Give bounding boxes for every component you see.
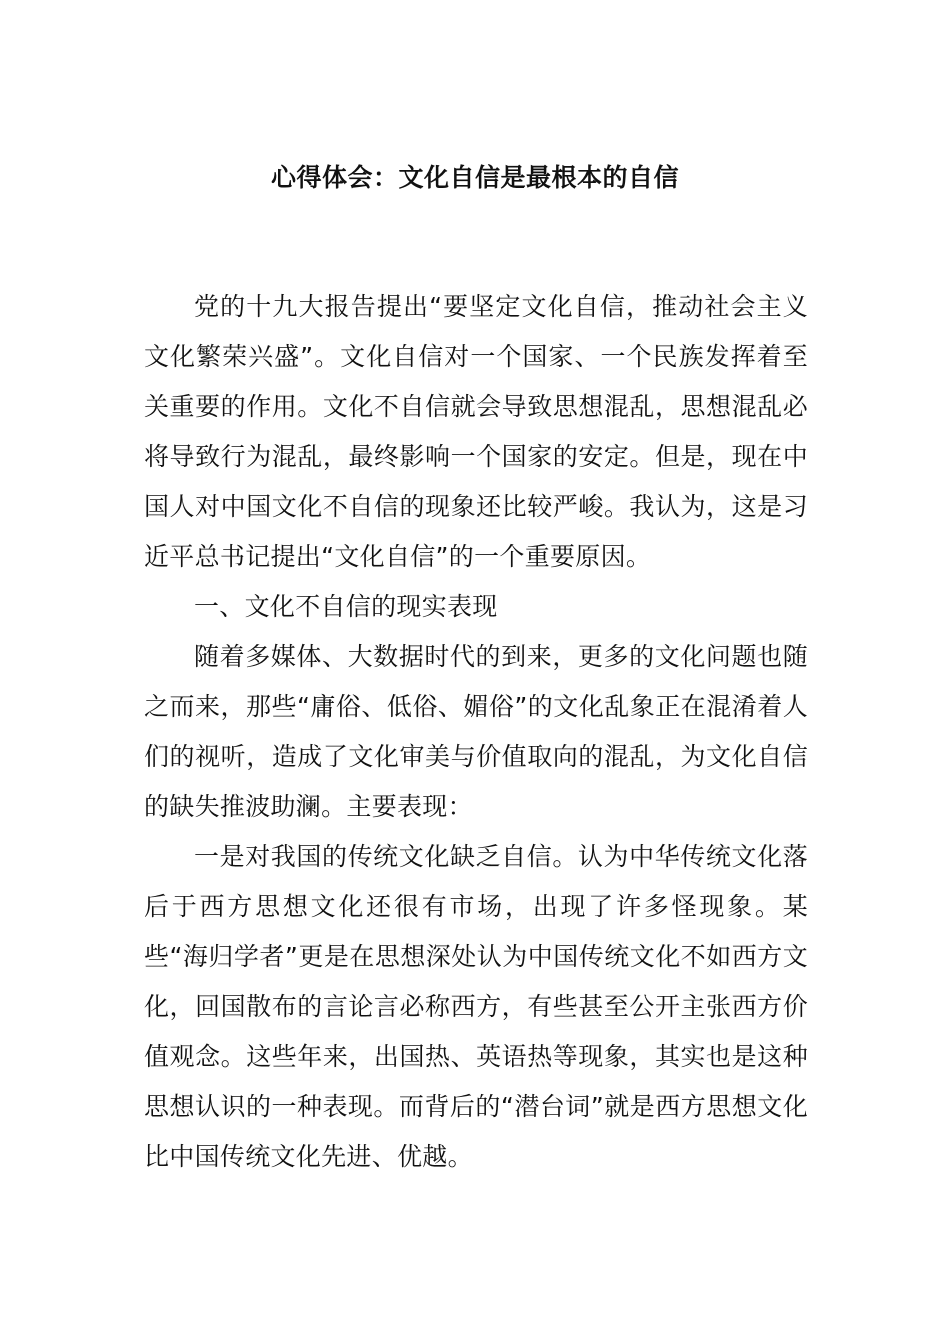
paragraph-background: 随着多媒体、大数据时代的到来，更多的文化问题也随之而来，那些“庸俗、低俗、媚俗”的文化乱象正在混淆着人们的视听，造成了文化审美与价值取向的混乱，为文化自信的缺失推波助澜。主要表现： bbox=[144, 642, 808, 821]
paragraph-intro: 党的十九大报告提出“要坚定文化自信，推动社会主义文化繁荣兴盛”。文化自信对一个国家、一个民族发挥着至关重要的作用。文化不自信就会导致思想混乱，思想混乱必将导致行为混乱，最终影响一个国家的安定。但是，现在中国人对中国文化不自信的现象还比较严峻。我认为，这是习近平总书记提出“文化自信”的一个重要原因。 bbox=[144, 292, 808, 571]
section-heading: 一、文化不自信的现实表现 bbox=[194, 592, 498, 621]
paragraph-point-one: 一是对我国的传统文化缺乏自信。认为中华传统文化落后于西方思想文化还很有市场，出现了许多怪现象。某些“海归学者”更是在思想深处认为中国传统文化不如西方文化，回国散布的言论言必称西方，有些甚至公开主张西方价值观念。这些年来，出国热、英语热等现象，其实也是这种思想认识的一种表现。而背后的“潜台词”就是西方思想文化比中国传统文化先进、优越。 bbox=[144, 842, 808, 1171]
page-title: 心得体会：文化自信是最根本的自信 bbox=[270, 163, 679, 192]
document-body bbox=[144, 282, 808, 1182]
